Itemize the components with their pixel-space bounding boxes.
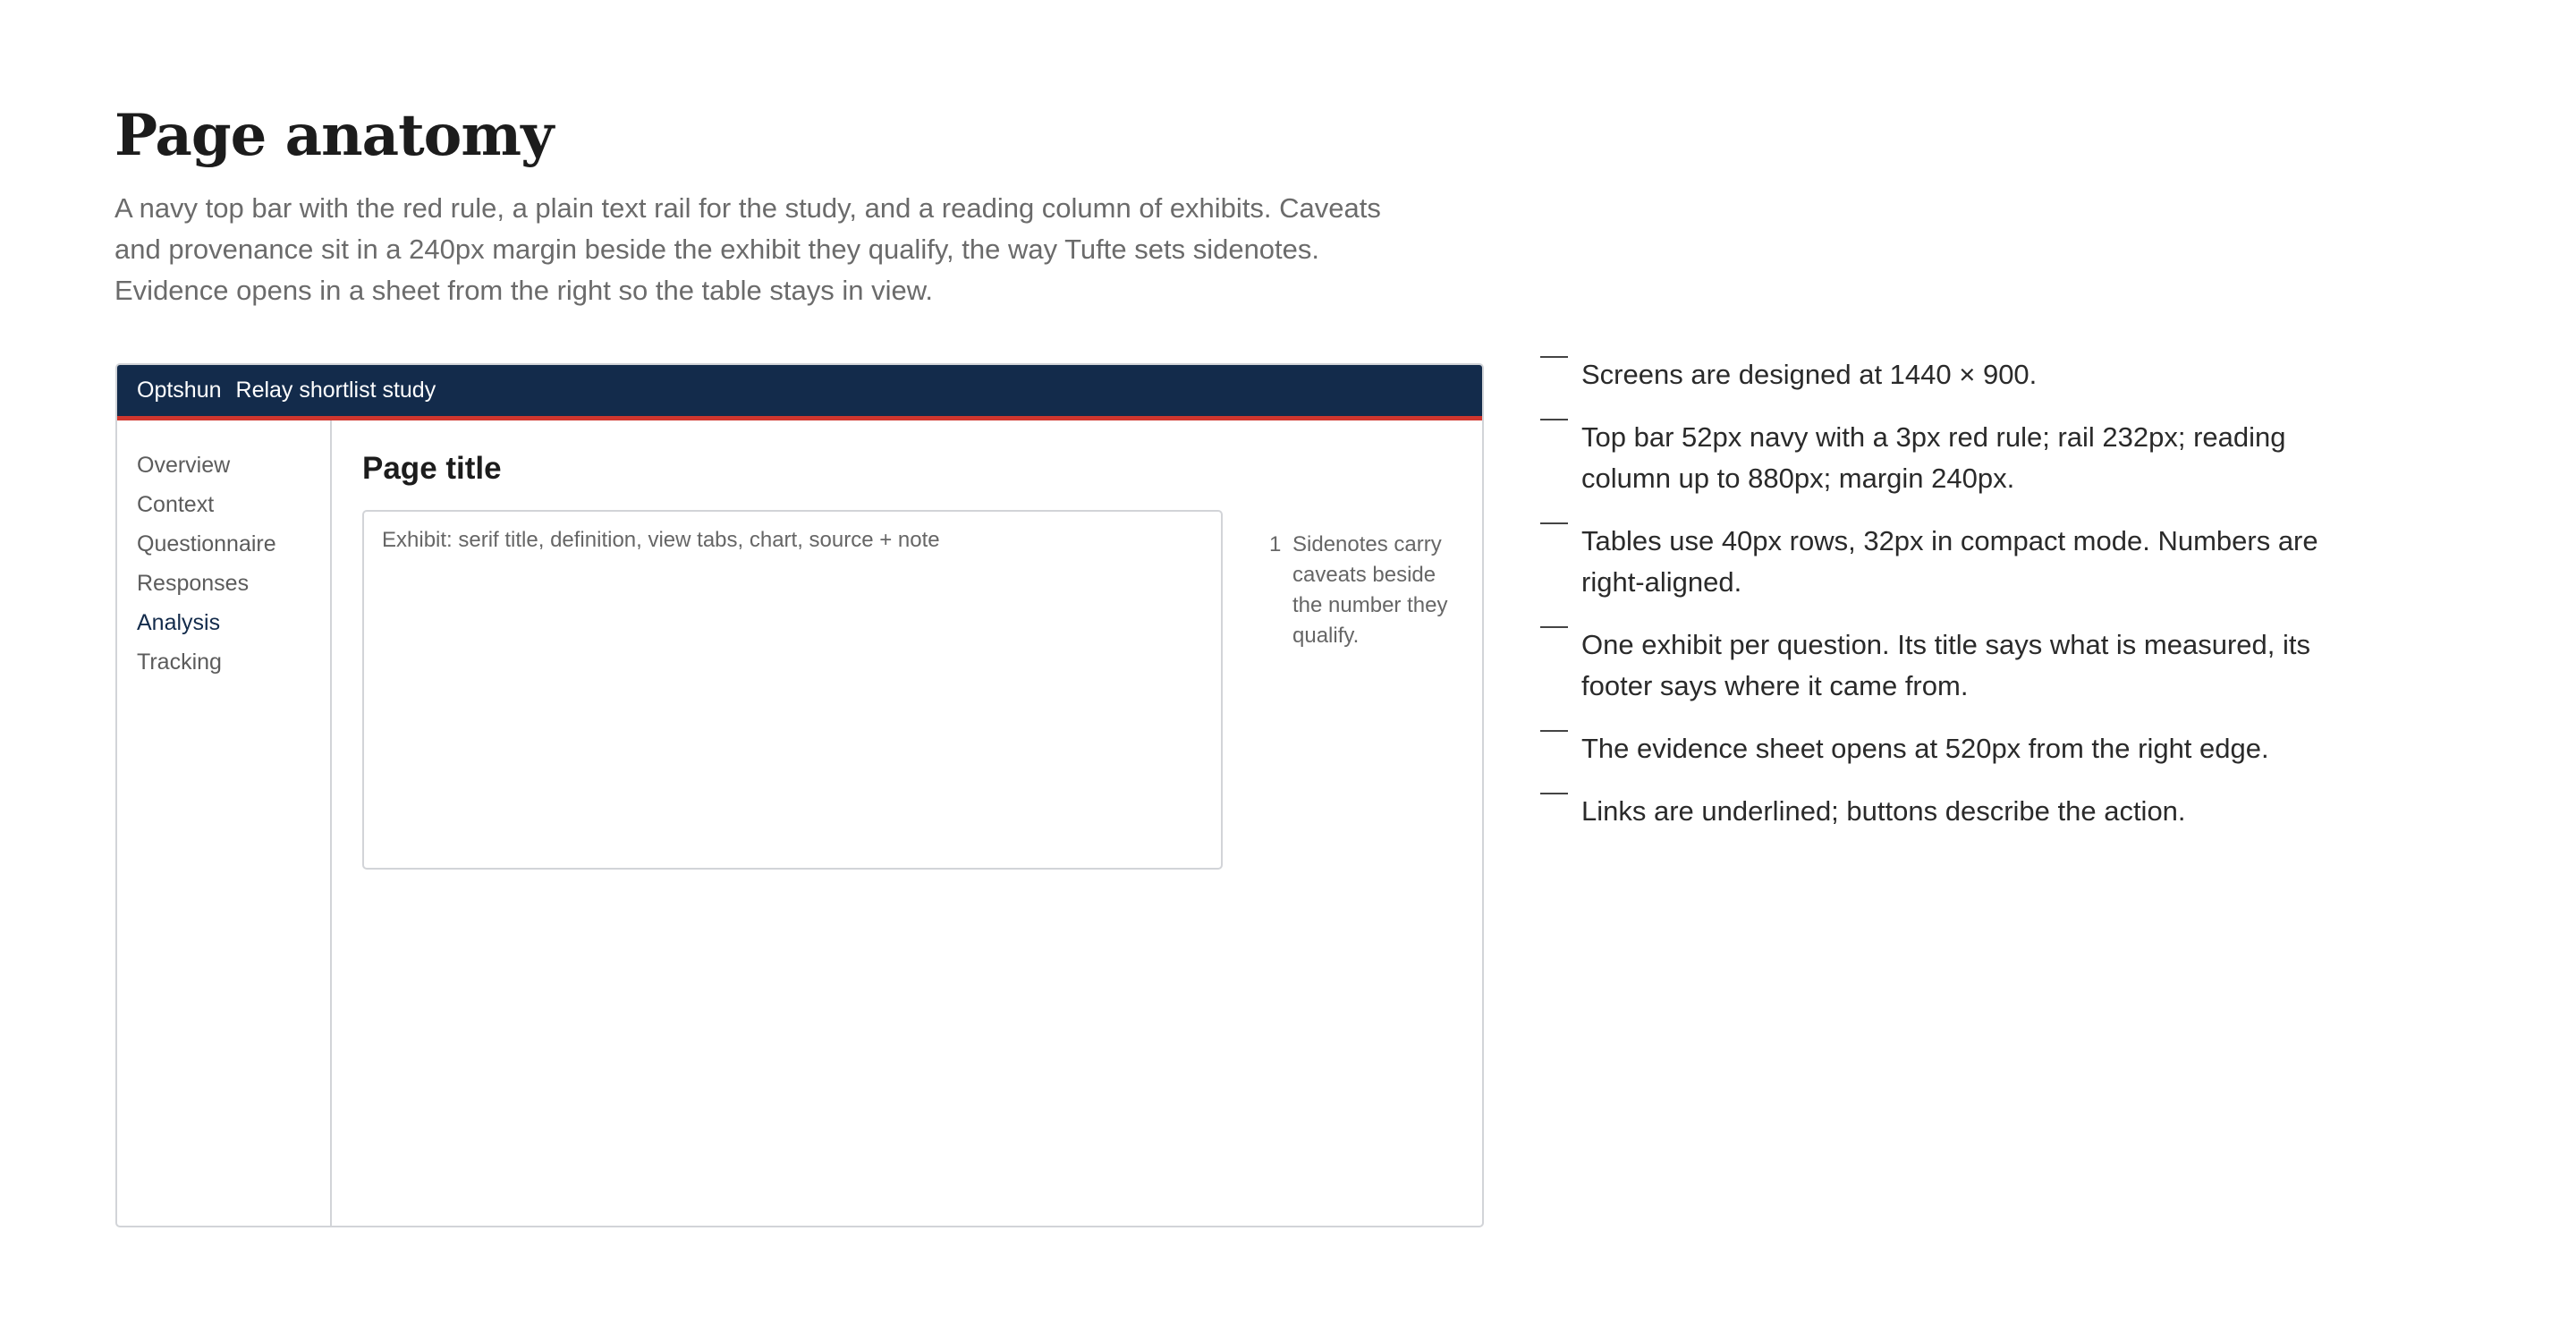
rail-item-context[interactable]: Context — [137, 492, 215, 517]
rail-item-responses[interactable]: Responses — [137, 571, 250, 596]
sidebar-rail — [117, 420, 332, 1226]
spec-note-text: One exhibit per question. Its title says what is measured, its footer says where it came from. — [1581, 629, 2310, 701]
rail-item-tracking[interactable]: Tracking — [137, 650, 222, 675]
dash-marker: — — [1540, 609, 1568, 641]
spec-notes-list — [1540, 339, 2381, 853]
rail-item-overview[interactable]: Overview — [137, 453, 231, 478]
spec-note — [1540, 402, 2381, 499]
spec-note-text: Tables use 40px rows, 32px in compact mode. Numbers are right-aligned. — [1581, 525, 2318, 598]
spec-note — [1540, 713, 2381, 769]
content-page-title: Page title — [362, 451, 502, 486]
sidenote-number: 1 — [1269, 532, 1282, 556]
page-mockup — [115, 363, 1484, 1227]
page-title: Page anatomy — [114, 102, 554, 169]
rail-item-questionnaire[interactable]: Questionnaire — [137, 531, 276, 556]
exhibit-placeholder-text: Exhibit: serif title, definition, view tabs, chart, source + note — [382, 528, 940, 552]
dash-marker: — — [1540, 402, 1568, 433]
spec-note-text: The evidence sheet opens at 520px from the right edge. — [1581, 733, 2269, 764]
sidenote-text: Sidenotes carry caveats beside the number they qualify. — [1292, 532, 1448, 648]
spec-note-text: Screens are designed at 1440 × 900. — [1581, 359, 2038, 390]
dash-marker: — — [1540, 713, 1568, 744]
dash-marker: — — [1540, 776, 1568, 807]
spec-note — [1540, 776, 2381, 832]
brand-name[interactable]: Optshun — [137, 378, 222, 403]
spec-note — [1540, 609, 2381, 707]
rail-item-analysis[interactable]: Analysis — [137, 610, 221, 635]
dash-marker: — — [1540, 339, 1568, 370]
spec-note — [1540, 339, 2381, 395]
study-name: Relay shortlist study — [235, 378, 436, 403]
spec-note — [1540, 505, 2381, 603]
dash-marker: — — [1540, 505, 1568, 537]
page-intro: A navy top bar with the red rule, a plain text rail for the study, and a reading column of exhibits. Caveats and provenance sit in a 240px margin beside the exhibit they qualify, the way Tufte sets sidenotes. Evidence opens in a sheet from the right so the table stays in view. — [114, 192, 1381, 306]
spec-note-text: Top bar 52px navy with a 3px red rule; rail 232px; reading column up to 880px; margin 240px. — [1581, 421, 2286, 494]
spec-note-text: Links are underlined; buttons describe the action. — [1581, 795, 2186, 827]
exhibit-placeholder — [362, 510, 1223, 870]
sidenote — [1269, 530, 1475, 651]
top-bar — [117, 365, 1482, 420]
